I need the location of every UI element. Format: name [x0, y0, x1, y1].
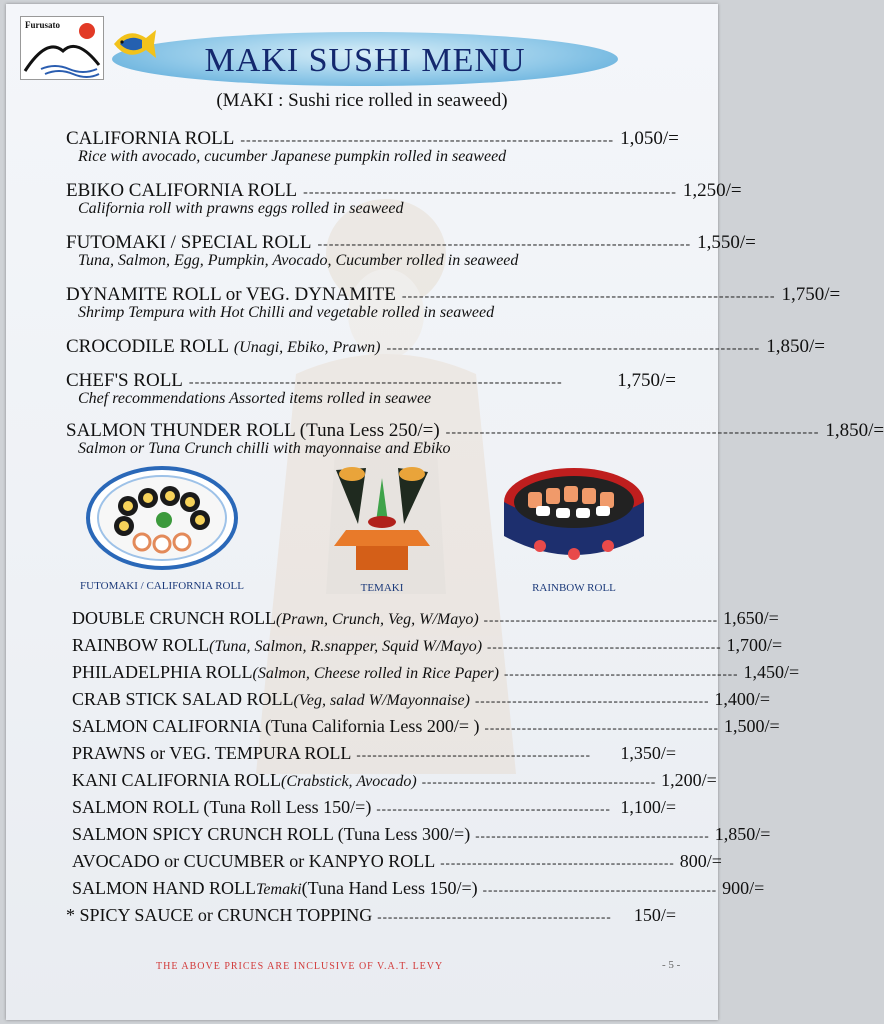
item-description: Rice with avocado, cucumber Japanese pumpkin rolled in seaweed [78, 148, 507, 165]
leader-dots: ------------------------------------------------------------------ [386, 341, 761, 356]
item-price: 1,100/= [620, 797, 676, 817]
menu-item [72, 689, 771, 710]
item-name: EBIKO CALIFORNIA ROLL [66, 180, 298, 201]
item-note: Temaki [256, 881, 302, 898]
item-price: 900/= [722, 878, 765, 898]
item-name: SALMON ROLL (Tuna Roll Less 150/=) [72, 797, 372, 817]
item-price: 1,200/= [661, 770, 717, 790]
item-price: 1,050/= [620, 128, 679, 149]
menu-item [72, 824, 771, 845]
footer-note: THE ABOVE PRICES ARE INCLUSIVE OF V.A.T. LEVY [156, 961, 444, 972]
item-description: California roll with prawns eggs rolled in seaweed [78, 200, 404, 217]
item-name: KANI CALIFORNIA ROLL [72, 770, 281, 790]
menu-item [66, 420, 884, 458]
item-note: (Tuna, Salmon, R.snapper, Squid W/Mayo) [209, 638, 483, 655]
leader-dots: -------------------------------------------- [484, 720, 719, 735]
item-name: CALIFORNIA ROLL [66, 128, 235, 149]
futomaki-photo [84, 462, 240, 572]
item-price: 1,650/= [723, 608, 779, 628]
item-note: (Prawn, Crunch, Veg, W/Mayo) [276, 611, 479, 628]
leader-dots: ------------------------------------------------------------------ [303, 185, 677, 200]
item-price: 1,850/= [714, 824, 771, 844]
item-name: SALMON CALIFORNIA (Tuna California Less 200/= ) [72, 716, 480, 736]
menu-item [66, 180, 742, 218]
item-extra: (Tuna Hand Less 150/=) [301, 878, 478, 898]
logo-text: Furusato [25, 20, 61, 30]
leader-dots: -------------------------------------------- [483, 612, 719, 627]
menu-item [72, 851, 722, 872]
item-name: CHEF'S ROLL [66, 370, 183, 391]
item-name: * SPICY SAUCE or CRUNCH TOPPING [66, 905, 373, 925]
leader-dots: -------------------------------------------- [440, 855, 675, 870]
restaurant-logo [20, 16, 104, 80]
item-price: 1,350/= [620, 743, 676, 763]
item-price: 1,700/= [726, 635, 783, 655]
item-price: 800/= [679, 851, 722, 871]
item-note: (Salmon, Cheese rolled in Rice Paper) [252, 665, 499, 682]
item-name: DYNAMITE ROLL or VEG. DYNAMITE [66, 284, 396, 305]
item-note: (Unagi, Ebiko, Prawn) [233, 339, 381, 356]
page-subtitle: (MAKI : Sushi rice rolled in seaweed) [216, 90, 508, 111]
leader-dots: ------------------------------------------------------------------ [240, 133, 615, 148]
menu-item [66, 370, 676, 408]
leader-dots: -------------------------------------------- [376, 801, 611, 816]
item-price: 1,850/= [825, 420, 884, 441]
menu-item [72, 743, 676, 764]
menu-item [66, 284, 841, 322]
leader-dots: ------------------------------------------------------------------ [445, 425, 820, 440]
photo-caption: RAINBOW ROLL [532, 582, 616, 594]
menu-item [72, 608, 779, 629]
item-note: (Veg, salad W/Mayonnaise) [293, 692, 470, 709]
leader-dots: -------------------------------------------- [503, 666, 739, 681]
menu-page [6, 4, 884, 1020]
menu-item [72, 797, 676, 818]
item-description: Tuna, Salmon, Egg, Pumpkin, Avocado, Cucumber rolled in seaweed [78, 252, 519, 269]
item-name: CRAB STICK SALAD ROLL [72, 689, 294, 709]
leader-dots: -------------------------------------------- [482, 882, 718, 897]
item-price: 1,250/= [682, 180, 742, 201]
item-name: DOUBLE CRUNCH ROLL [72, 608, 277, 628]
item-name: SALMON SPICY CRUNCH ROLL (Tuna Less 300/=) [72, 824, 471, 844]
menu-item [66, 905, 676, 926]
menu-item [72, 662, 800, 683]
leader-dots: -------------------------------------------- [475, 828, 710, 843]
item-price: 1,550/= [697, 232, 756, 253]
rainbow-roll-photo [500, 462, 648, 572]
leader-dots: ------------------------------------------------------------------ [401, 289, 776, 304]
menu-item [66, 232, 756, 270]
item-price: 1,750/= [617, 370, 676, 391]
leader-dots: -------------------------------------------- [474, 693, 710, 708]
item-price: 1,750/= [781, 284, 841, 305]
temaki-photo [326, 460, 438, 576]
item-price: 1,850/= [766, 336, 825, 357]
leader-dots: -------------------------------------------- [377, 909, 612, 924]
item-price: 1,450/= [743, 662, 800, 682]
item-description: Chef recommendations Assorted items rolled in seawee [78, 390, 432, 407]
menu-item [72, 635, 783, 656]
leader-dots: ------------------------------------------------------------------ [188, 375, 563, 390]
item-description: Salmon or Tuna Crunch chilli with mayonnaise and Ebiko [78, 440, 451, 457]
menu-item [66, 336, 825, 358]
item-name: SALMON THUNDER ROLL (Tuna Less 250/=) [66, 420, 440, 441]
menu-item [72, 878, 765, 899]
item-price: 150/= [633, 905, 676, 925]
menu-item [66, 128, 679, 166]
menu-item [72, 770, 717, 791]
item-name: CROCODILE ROLL [66, 336, 230, 357]
item-description: Shrimp Tempura with Hot Chilli and vegetable rolled in seaweed [78, 304, 495, 321]
item-note: (Crabstick, Avocado) [281, 773, 417, 790]
item-price: 1,500/= [723, 716, 780, 736]
leader-dots: ------------------------------------------------------------------ [317, 237, 692, 252]
leader-dots: -------------------------------------------- [487, 639, 722, 654]
item-name: PHILADELPHIA ROLL [72, 662, 253, 682]
item-name: FUTOMAKI / SPECIAL ROLL [66, 232, 312, 253]
item-name: AVOCADO or CUCUMBER or KANPYO ROLL [72, 851, 436, 871]
photo-caption: FUTOMAKI / CALIFORNIA ROLL [80, 580, 244, 592]
item-name: RAINBOW ROLL [72, 635, 210, 655]
photo-caption: TEMAKI [360, 582, 404, 594]
item-price: 1,400/= [714, 689, 771, 709]
item-name: PRAWNS or VEG. TEMPURA ROLL [72, 743, 352, 763]
page-title: MAKI SUSHI MENU [204, 42, 526, 79]
menu-item [72, 716, 780, 737]
page-number: - 5 - [662, 959, 681, 971]
leader-dots: -------------------------------------------- [421, 774, 657, 789]
item-name: SALMON HAND ROLL [72, 878, 256, 898]
leader-dots: -------------------------------------------- [356, 747, 591, 762]
